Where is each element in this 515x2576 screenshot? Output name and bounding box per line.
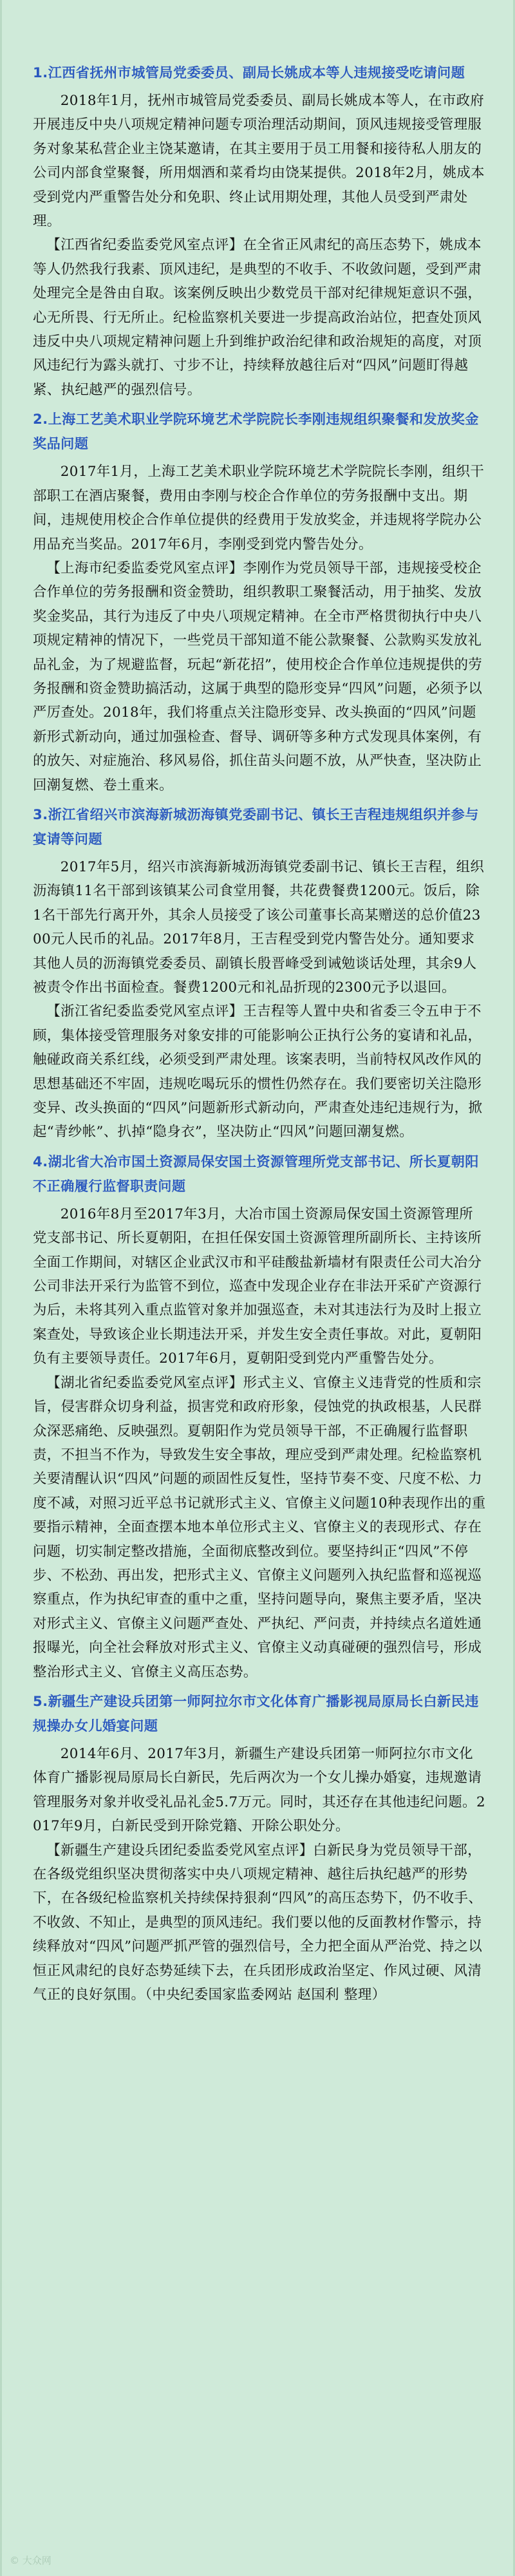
case-heading: 3.浙江省绍兴市滨海新城沥海镇党委副书记、镇长王吉程违规组织并参与宴请等问题 bbox=[33, 806, 479, 847]
case-commentary: 【湖北省纪委监委党风室点评】形式主义、官僚主义违背党的性质和宗旨，侵害群众切身利益，损害党和政府形象，侵蚀党的执政根基，人民群众深恶痛绝、反映强烈。夏朝阳作为党员领导干部，不正确履行监督职责，不担当不作为，导致发生安全事故，理应受到严肃处理。纪检监察机关要清醒认识“四风”问题的顽固性反复性，坚持节奏不变、尺度不松、力度不减，对照习近平总书记就形式主义、官僚主义问题10种表现作出的重要指示精神，全面查摆本地本单位形式主义、官僚主义的表现形式、存在问题，切实制定整改措施，全面彻底整改到位。要坚持纠正“四风”不停步、不松劲、再出发，把形式主义、官僚主义问题列入执纪监督和巡视巡察重点，作为执纪审查的重中之重，坚持问题导向，聚焦主要矛盾，坚决对形式主义、官僚主义问题严查处、严执纪、严问责，并持续点名道姓通报曝光，向全社会释放对形式主义、官僚主义动真碰硬的强烈信号，形成整治形式主义、官僚主义高压态势。 bbox=[33, 1374, 486, 1680]
case-paragraph: 2017年5月，绍兴市滨海新城沥海镇党委副书记、镇长王吉程，组织沥海镇11名干部到该镇某公司食堂用餐，共花费餐费1200元。饭后，除1名干部先行离开外，其余人员接受了该公司董事长高某赠送的总价值2300元人民币的礼品。2017年8月，王吉程受到党内警告处分。通知要求其他人员的沥海镇党委委员、副镇长殷晋峰受到诫勉谈话处理，其余9人被责令作出书面检查。餐费1200元和礼品折现的2300元予以退回。 bbox=[33, 858, 485, 996]
case-commentary: 【上海市纪委监委党风室点评】李刚作为党员领导干部，违规接受校企合作单位的劳务报酬和资金赞助，组织教职工聚餐活动，用于抽奖、发放奖金奖品，其行为违反了中央八项规定精神。在全市严格贯彻执行中央八项规定精神的情况下，一些党员干部知道不能公款聚餐、公款购买发放礼品礼金，为了规避监督，玩起“新花招”，使用校企合作单位违规提供的劳务报酬和资金赞助搞活动，这属于典型的隐形变异“四风”问题，必须予以严厉查处。2018年，我们将重点关注隐形变异、改头换面的“四风”问题新形式新动向，通过加强检查、督导、调研等多种方式发现具体案例，有的放矢、对症施治、移风易俗，抓住苗头问题不放，从严快查，坚决防止回潮复燃、卷土重来。 bbox=[33, 560, 483, 793]
case-heading: 2.上海工艺美术职业学院环境艺术学院院长李刚违规组织聚餐和发放奖金奖品问题 bbox=[33, 411, 479, 452]
case-paragraph: 2014年6月、2017年3月，新疆生产建设兵团第一师阿拉尔市文化体育广播影视局原局长白新民，先后两次为一个女儿操办婚宴，违规邀请管理服务对象并收受礼品礼金5.7万元。同时，其还存在其他违纪问题。2017年9月，白新民受到开除党籍、开除公职处分。 bbox=[33, 1745, 485, 1835]
watermark: © 大众网 bbox=[10, 2555, 52, 2566]
case-1 bbox=[33, 61, 486, 402]
case-paragraph: 2017年1月，上海工艺美术职业学院环境艺术学院院长李刚，组织干部职工在酒店聚餐，费用由李刚与校企合作单位的劳务报酬中支出。期间，违规使用校企合作单位提供的经费用于发放奖金，并违规将学院办公用品充当奖品。2017年6月，李刚受到党内警告处分。 bbox=[33, 464, 485, 553]
article-body bbox=[33, 55, 486, 2007]
case-paragraph: 2016年8月至2017年3月，大冶市国土资源局保安国土资源管理所党支部书记、所长夏朝阳，在担任保安国土资源管理所副所长、主持该所全面工作期间，对辖区企业武汉市和平硅酸盐新墙材有限责任公司大冶分公司非法开采行为监管不到位，巡查中发现企业存在非法开采矿产资源行为后，未将其列入重点监管对象并加强巡查，未对其违法行为及时上报立案查处，导致该企业长期违法开采，并发生安全责任事故。对此，夏朝阳负有主要领导责任。2017年6月，夏朝阳受到党内严重警告处分。 bbox=[33, 1206, 482, 1367]
case-heading: 1.江西省抚州市城管局党委委员、副局长姚成本等人违规接受吃请问题 bbox=[33, 64, 465, 80]
case-commentary: 【新疆生产建设兵团纪委监委党风室点评】白新民身为党员领导干部，在各级党组织坚决贯彻落实中央八项规定精神、越往后执纪越严的形势下，在各级纪检监察机关持续保持狠刹“四风”的高压态势下，仍不收手、不收敛、不知止，是典型的顶风违纪。我们要以他的反面教材作警示，持续释放对“四风”问题严抓严管的强烈信号，全力把全面从严治党、持之以恒正风肃纪的良好态势延续下去，在兵团形成政治坚定、作风过硬、风清气正的良好氛围。（中央纪委国家监委网站 赵国利 整理） bbox=[33, 1842, 483, 2003]
case-commentary: 【浙江省纪委监委党风室点评】王吉程等人置中央和省委三令五申于不顾，集体接受管理服务对象安排的可能影响公正执行公务的宴请和礼品，触碰政商关系红线，必须受到严肃处理。该案表明，当前特权风改作风的思想基础还不牢固，违规吃喝玩乐的惯性仍然存在。我们要密切关注隐形变异、改头换面的“四风”问题新形式新动向，严肃查处违纪违规行为，掀起“青纱帐”、扒掉“隐身衣”，坚决防止“四风”问题回潮复燃。 bbox=[33, 1003, 483, 1141]
case-heading: 5.新疆生产建设兵团第一师阿拉尔市文化体育广播影视局原局长白新民违规操办女儿婚宴问题 bbox=[33, 1692, 479, 1734]
case-commentary: 【江西省纪委监委党风室点评】在全省正风肃纪的高压态势下，姚成本等人仍然我行我素、顶风违纪，是典型的不收手、不收敛问题，受到严肃处理完全是咎由自取。该案例反映出少数党员干部对纪律规矩意识不强，心无所畏、行无所止。纪检监察机关要进一步提高政治站位，把查处顶风违反中央八项规定精神问题上升到维护政治纪律和政治规矩的高度，对顶风违纪行为露头就打、寸步不让，持续释放越往后对“四风”问题盯得越紧、执纪越严的强烈信号。 bbox=[33, 237, 482, 398]
case-3 bbox=[33, 802, 486, 1144]
case-paragraph: 2018年1月，抚州市城管局党委委员、副局长姚成本等人，在市政府开展违反中央八项规定精神问题专项治理活动期间，顶风违规接受管理服务对象某私营企业主饶某邀请，在其主要用于员工用餐和接待私人朋友的公司内部食堂聚餐，所用烟酒和菜肴均由饶某提供。2018年2月，姚成本受到党内严重警告处分和免职、终止试用期处理，其他人员受到严肃处理。 bbox=[33, 93, 485, 230]
case-2 bbox=[33, 407, 486, 797]
case-5 bbox=[33, 1689, 486, 2007]
case-4 bbox=[33, 1150, 486, 1684]
case-heading: 4.湖北省大冶市国土资源局保安国土资源管理所党支部书记、所长夏朝阳不正确履行监督职责问题 bbox=[33, 1153, 479, 1194]
